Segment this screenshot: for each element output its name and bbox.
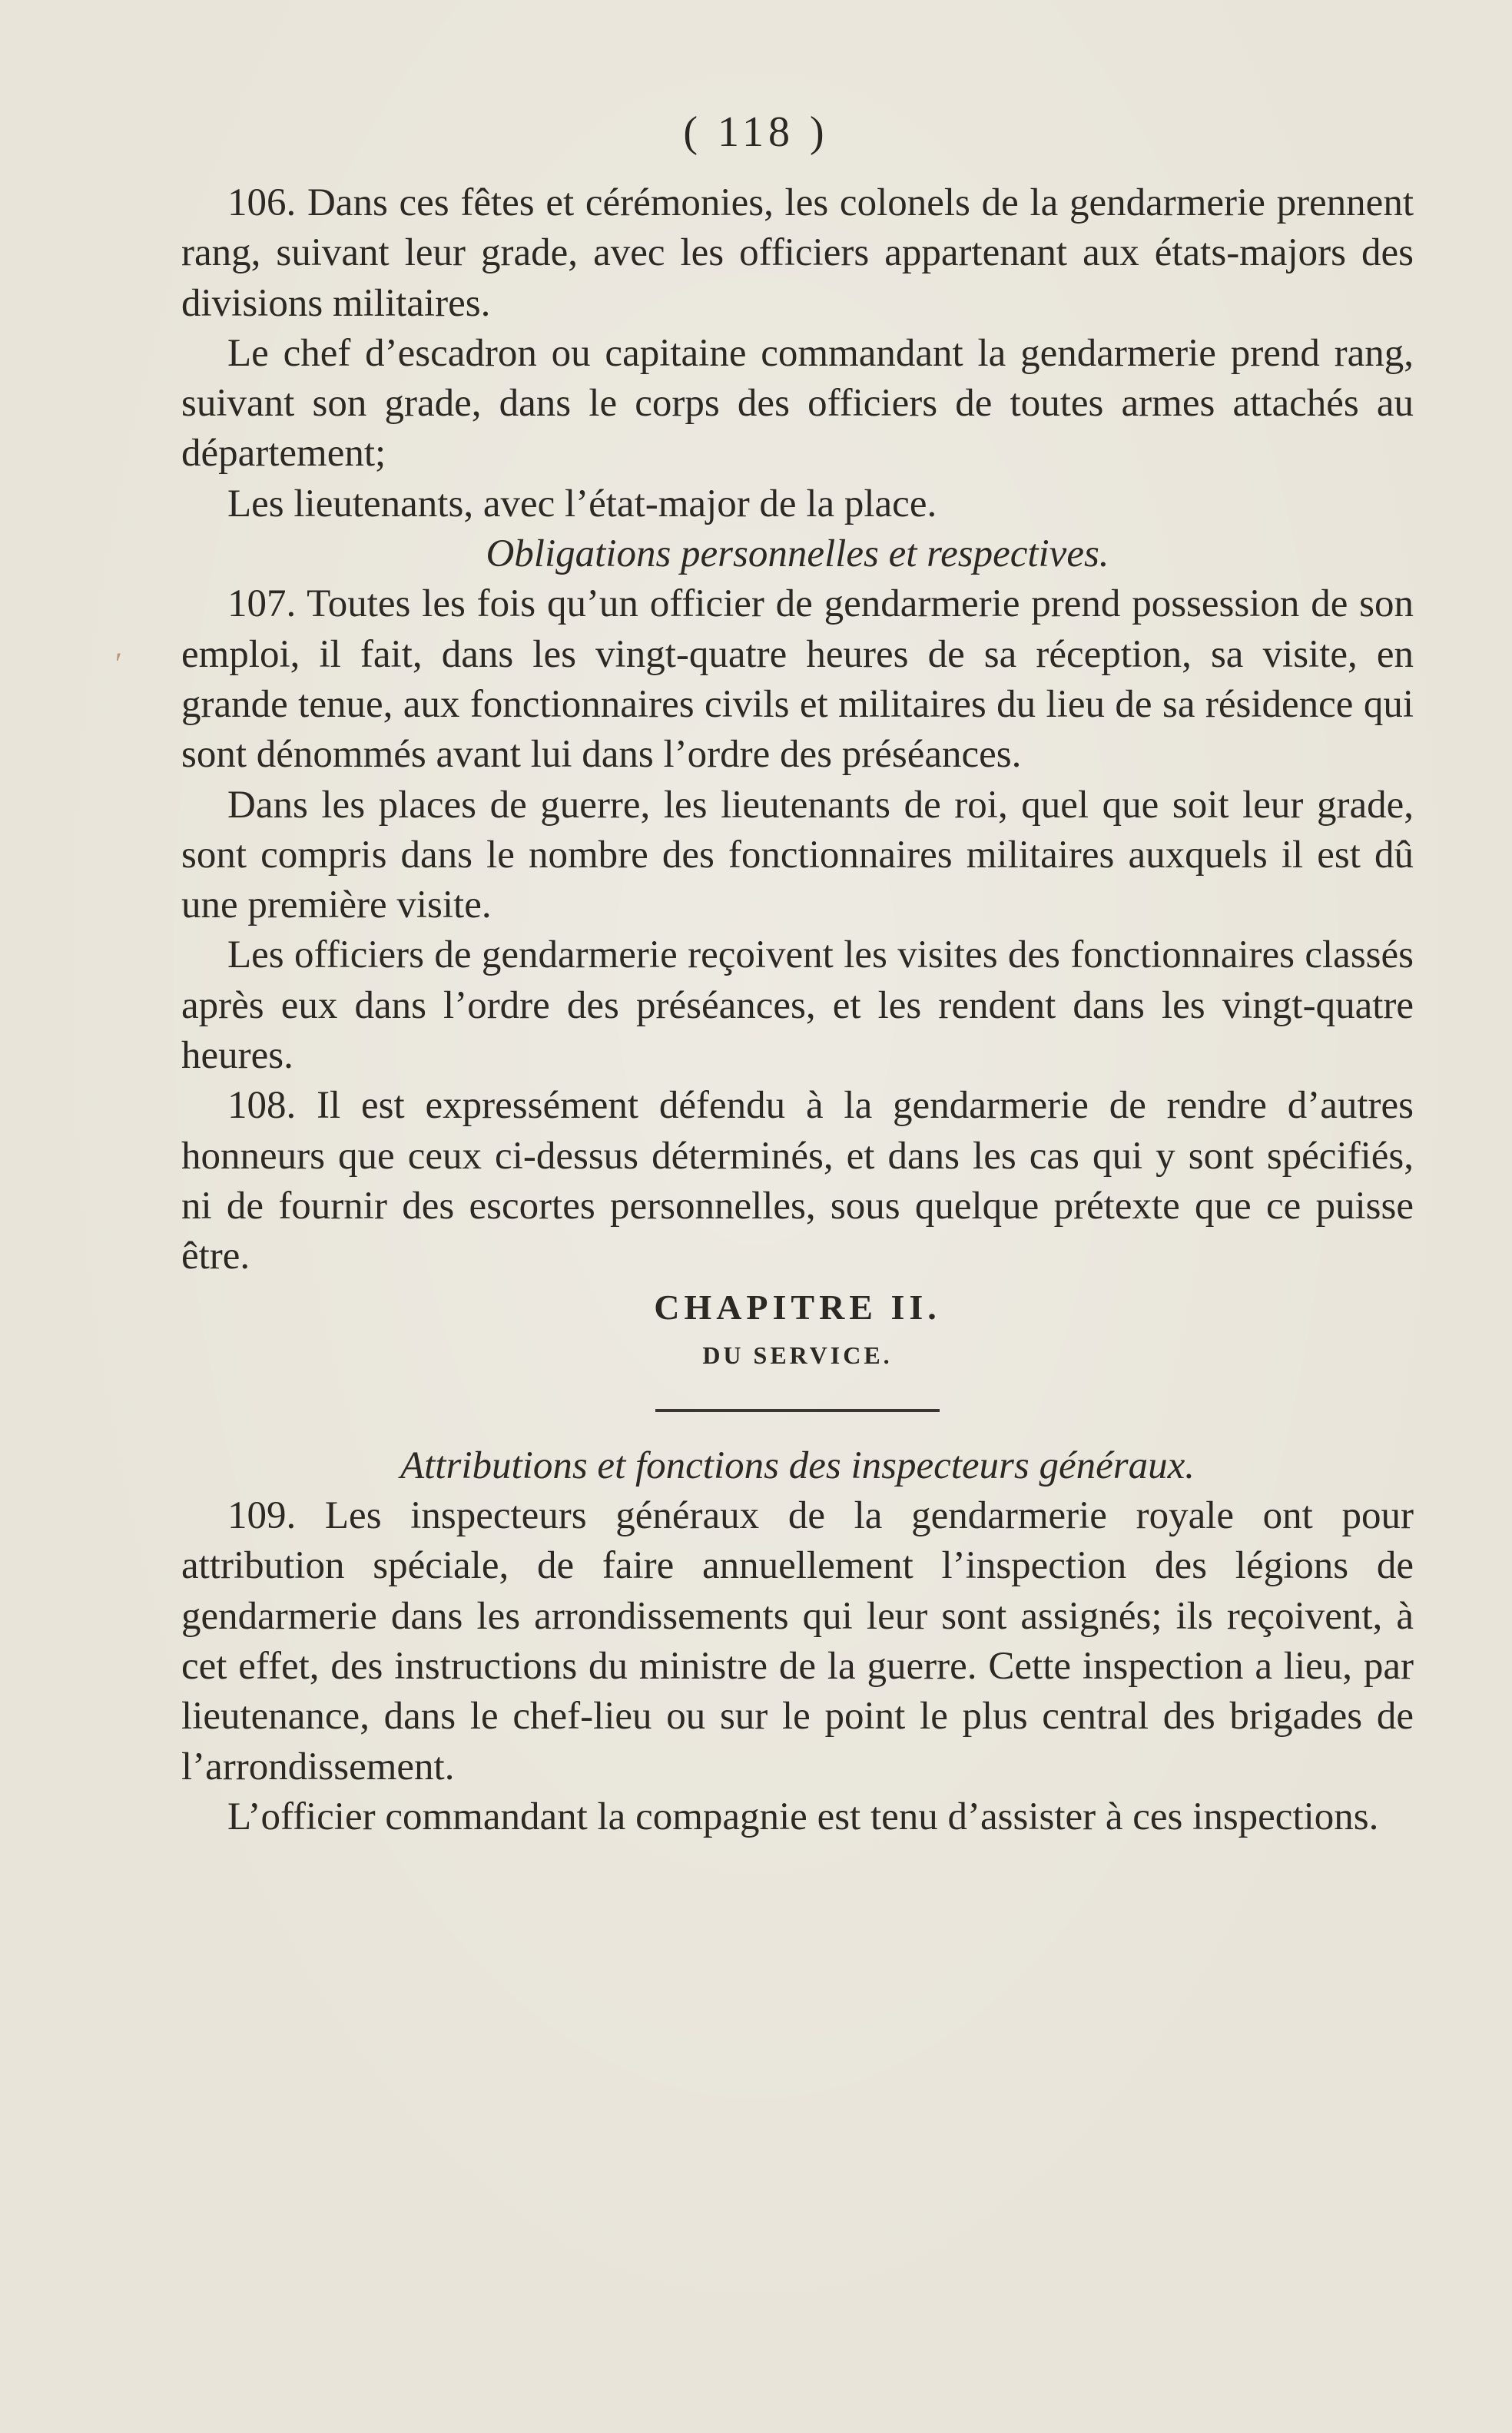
paragraph-chef-escadron: Le chef d’escadron ou capitaine commandant la gendarmerie prend rang, suivant son grade, dans le corps des officiers de toutes armes attachés au département; bbox=[181, 331, 1414, 476]
body-text bbox=[181, 178, 1414, 1842]
paragraph-106: 106. Dans ces fêtes et cérémonies, les colonels de la gendarmerie prennent rang, suivant leur grade, avec les officiers appartenant aux états-majors des divisions militaires. bbox=[181, 181, 1414, 325]
paragraph-108: 108. Il est expressément défendu à la gendarmerie de rendre d’autres honneurs que ceux ci-dessus déterminés, et dans les cas qui y sont spécifiés, ni de fournir des escortes personnelles, sous quelque prétexte que ce puisse être. bbox=[181, 1084, 1414, 1278]
paragraph-visites: Les officiers de gendarmerie reçoivent les visites des fonctionnaires classés après eux dans l’ordre des préséances, et les rendent dans les vingt-quatre heures. bbox=[181, 933, 1414, 1078]
paragraph-lieutenants: Les lieutenants, avec l’état-major de la place. bbox=[227, 482, 937, 525]
page-number: ( 118 ) bbox=[683, 108, 829, 156]
paragraph-officier-commandant: L’officier commandant la compagnie est tenu d’assister à ces inspections. bbox=[227, 1795, 1379, 1838]
margin-pencil-mark: ′ bbox=[115, 646, 122, 681]
paragraph-107: 107. Toutes les fois qu’un officier de gendarmerie prend possession de son emploi, il fait, dans les vingt-quatre heures de sa réception, sa visite, en grande tenue, aux fonctionnaires civils et militaires du lieu de sa résidence qui sont dénommés avant lui dans l’ordre des préséances. bbox=[181, 582, 1414, 777]
section-heading-obligations: Obligations personnelles et respectives. bbox=[486, 532, 1109, 576]
chapter-subtitle: DU SERVICE. bbox=[702, 1341, 893, 1369]
paragraph-109: 109. Les inspecteurs généraux de la gendarmerie royale ont pour attribution spéciale, de faire annuellement l’inspection des légions de gendarmerie dans les arrondissements qui leur sont assignés; ils reçoivent, à cet effet, des instructions du ministre de la guerre. Cette inspection a lieu, par lieutenance, dans le chef-lieu ou sur le point le plus central des brigades de l’arrondissement. bbox=[181, 1494, 1414, 1788]
paragraph-places-de-guerre: Dans les places de guerre, les lieutenants de roi, quel que soit leur grade, sont compris dans le nombre des fonctionnaires militaires auxquels il est dû une première visite. bbox=[181, 783, 1414, 927]
section-heading-attributions: Attributions et fonctions des inspecteurs généraux. bbox=[400, 1444, 1195, 1487]
chapter-title: CHAPITRE II. bbox=[654, 1287, 941, 1327]
horizontal-rule bbox=[655, 1409, 940, 1412]
